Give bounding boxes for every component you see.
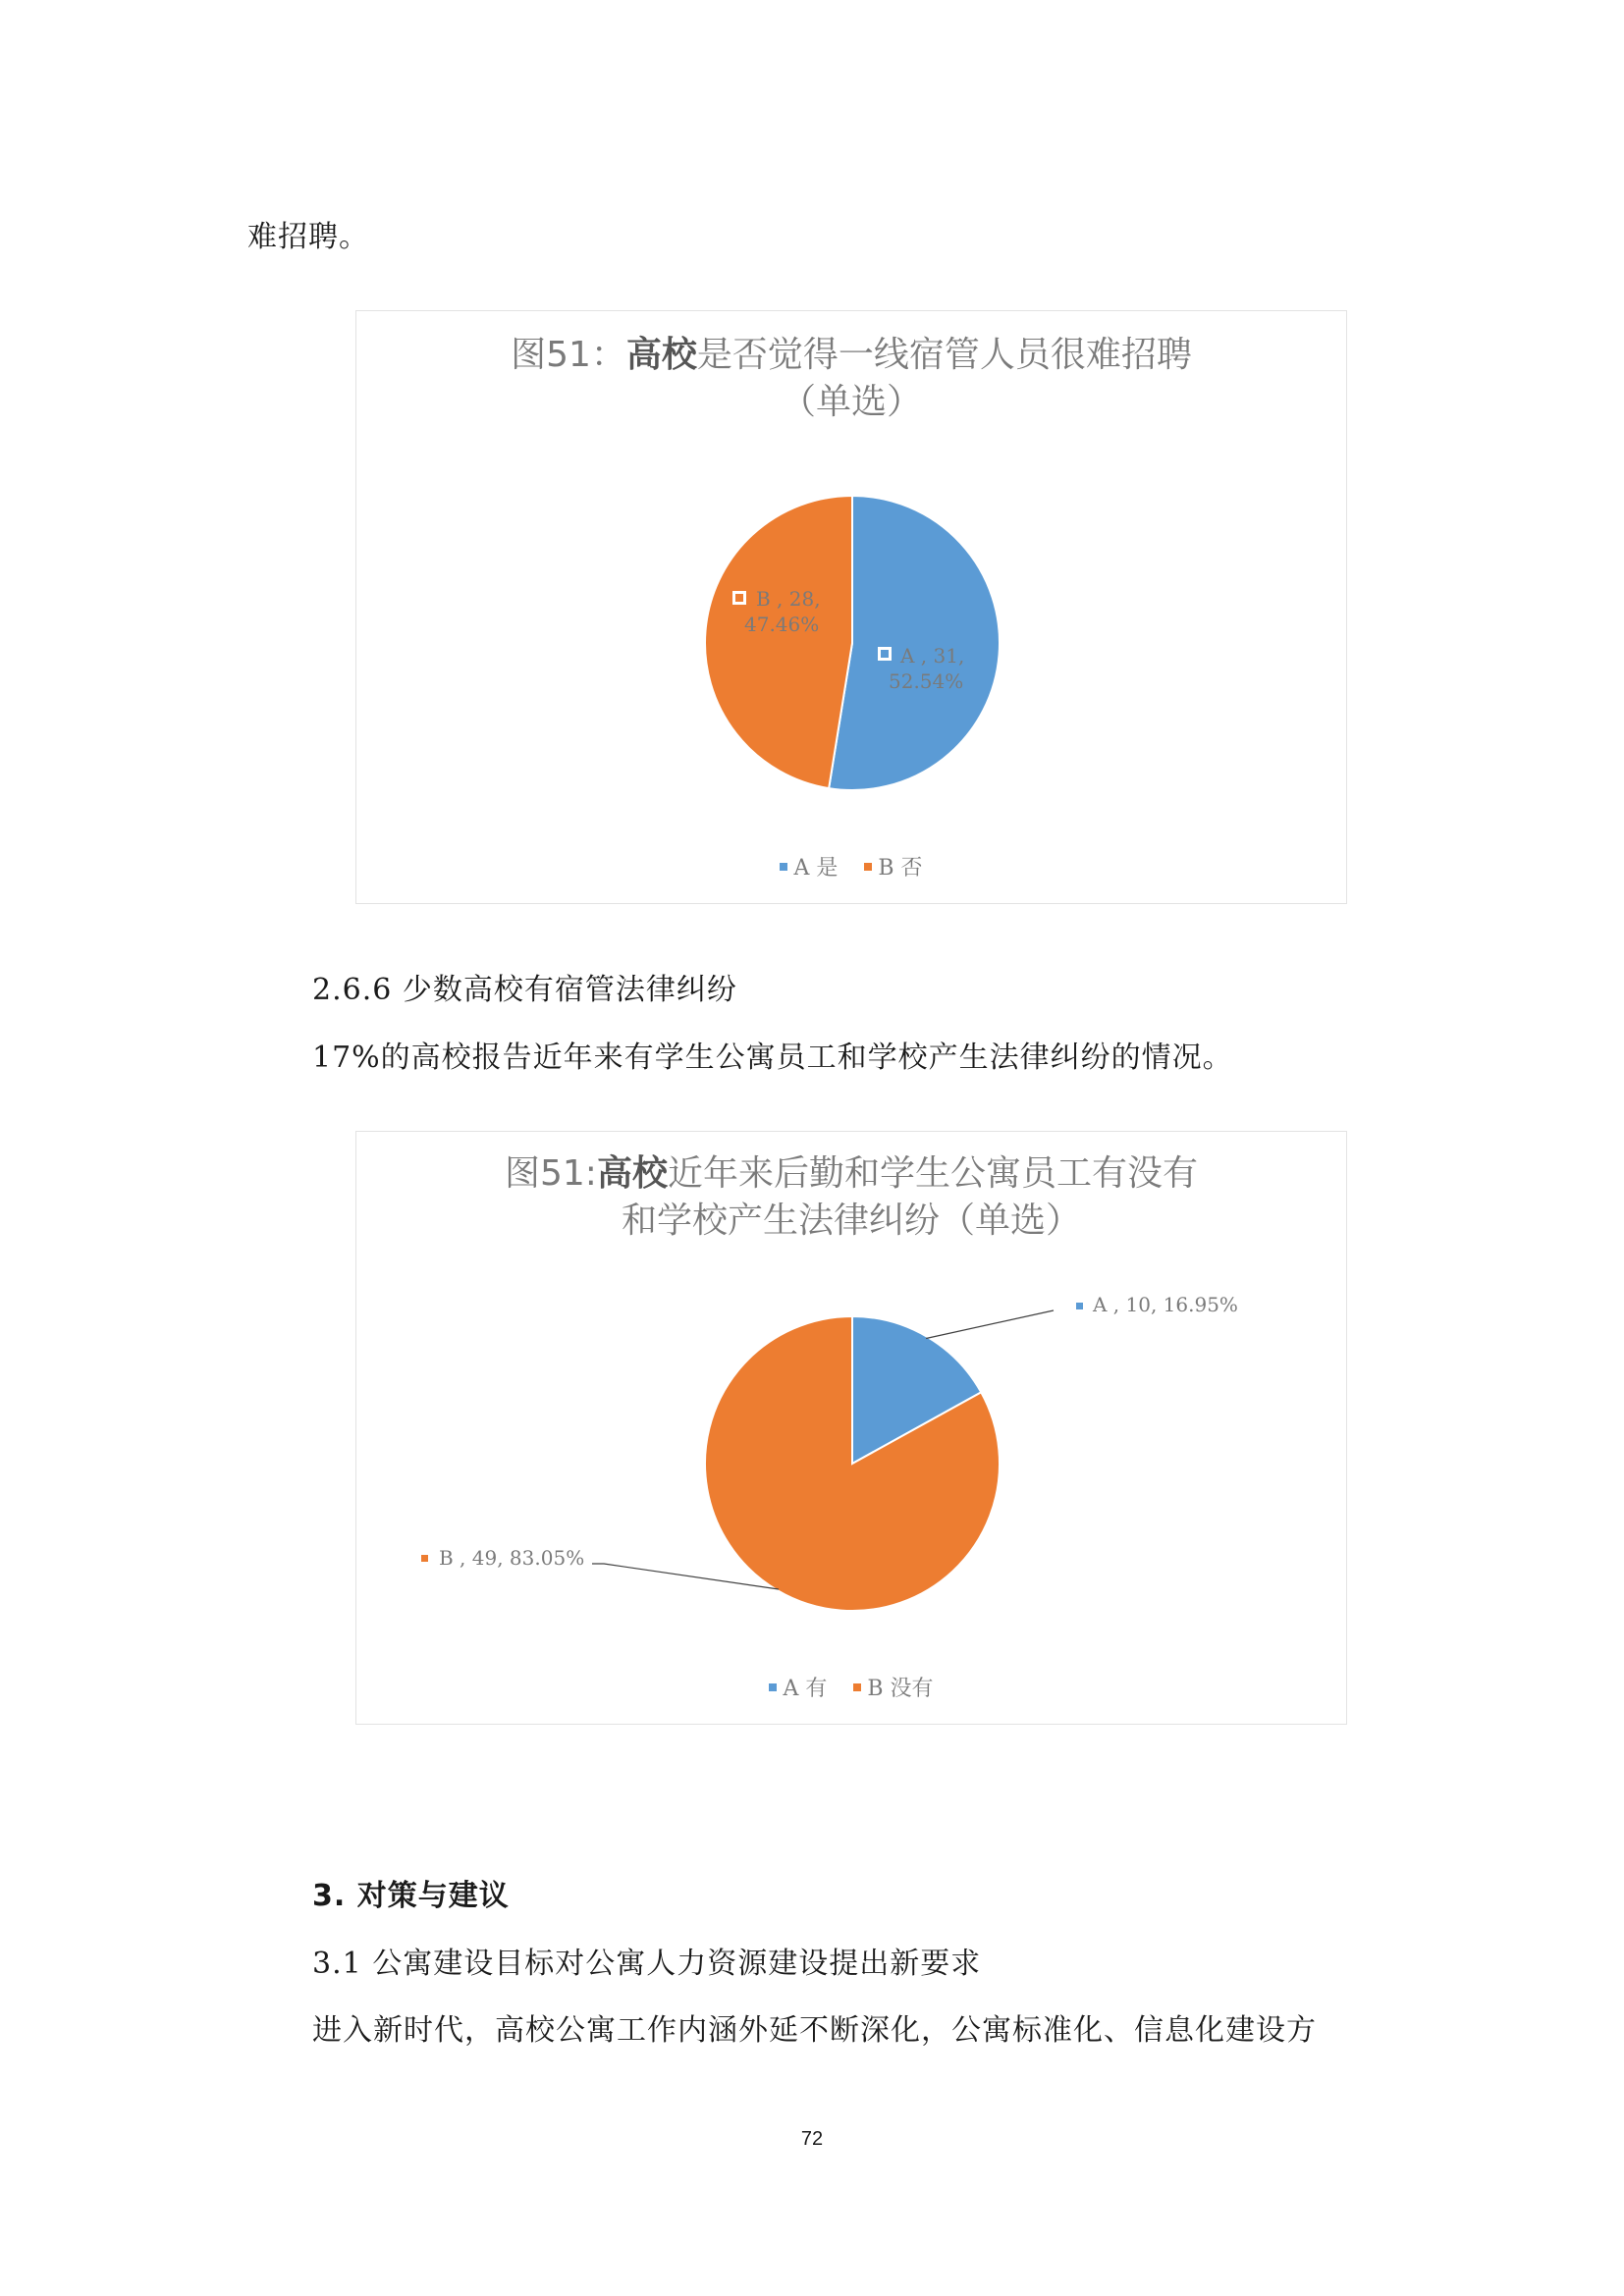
chart-2-legend: [356, 1672, 1346, 1702]
section-3-heading: 3. 对策与建议: [312, 1879, 510, 1913]
intro-text: 难招聘。: [247, 220, 369, 254]
chart-1-legend-swatch-b: [864, 863, 872, 871]
chart-1-title-line2: （单选）: [780, 382, 922, 422]
chart-1-frame: [355, 310, 1347, 904]
chart-1-title-rest: 是否觉得一线宿管人员很难招聘: [696, 335, 1192, 375]
chart-1-legend: [356, 851, 1346, 881]
data-label-b: B , 49, 83.05%: [439, 1546, 585, 1570]
data-label-a: A , 10, 16.95%: [1093, 1293, 1238, 1316]
data-label-a: A , 31, 52.54%: [889, 644, 965, 693]
chart-2-legend-label-b: B 没有: [867, 1677, 934, 1701]
data-label-marker-a: [1076, 1303, 1083, 1309]
legal-paragraph: 17%的高校报告近年来有学生公寓员工和学校产生法律纠纷的情况。: [312, 1041, 1233, 1075]
chart-1-legend-item-a: [780, 851, 838, 881]
section-3-1-paragraph: 进入新时代，高校公寓工作内涵外延不断深化，公寓标准化、信息化建设方: [312, 2013, 1317, 2048]
chart-2-legend-item-a: [769, 1672, 827, 1702]
chart-2-legend-swatch-a: [769, 1683, 777, 1691]
chart-1-title-bold: 高校: [625, 335, 697, 375]
chart-1-title-prefix: 图51：: [511, 335, 626, 375]
chart-2-pie: [356, 1132, 1348, 1726]
chart-2-legend-swatch-b: [853, 1683, 861, 1691]
chart-1-legend-label-b: B 否: [878, 856, 923, 881]
chart-2-title-prefix: 图51:: [505, 1153, 597, 1194]
data-label-b: B , 28, 47.46%: [744, 587, 821, 636]
chart-2-frame: [355, 1131, 1347, 1725]
chart-1-pie: [356, 311, 1348, 905]
data-label-marker-inner-a: [881, 650, 889, 658]
chart-2-title-rest: 近年来后勤和学生公寓员工有没有: [667, 1153, 1198, 1194]
chart-2-title-line2: 和学校产生法律纠纷（单选）: [621, 1201, 1081, 1241]
section-3-1-heading: 3.1 公寓建设目标对公寓人力资源建设提出新要求: [312, 1947, 982, 1981]
leader-line-a: [926, 1310, 1054, 1338]
pie-slice-b: [705, 496, 852, 788]
page-number: 72: [800, 2128, 824, 2150]
chart-1-legend-swatch-a: [780, 863, 787, 871]
section-2-6-6-heading: 2.6.6 少数高校有宿管法律纠纷: [312, 973, 737, 1007]
pie-slice-a: [829, 496, 1000, 790]
chart-1-legend-label-a: A 是: [793, 856, 839, 881]
data-label-marker-b: [421, 1555, 428, 1562]
chart-2-legend-item-b: [853, 1672, 933, 1702]
chart-2-title-bold: 高校: [596, 1153, 668, 1194]
data-label-marker-inner-b: [735, 594, 743, 602]
chart-1-legend-item-b: [864, 851, 922, 881]
chart-2-legend-label-a: A 有: [783, 1677, 828, 1701]
